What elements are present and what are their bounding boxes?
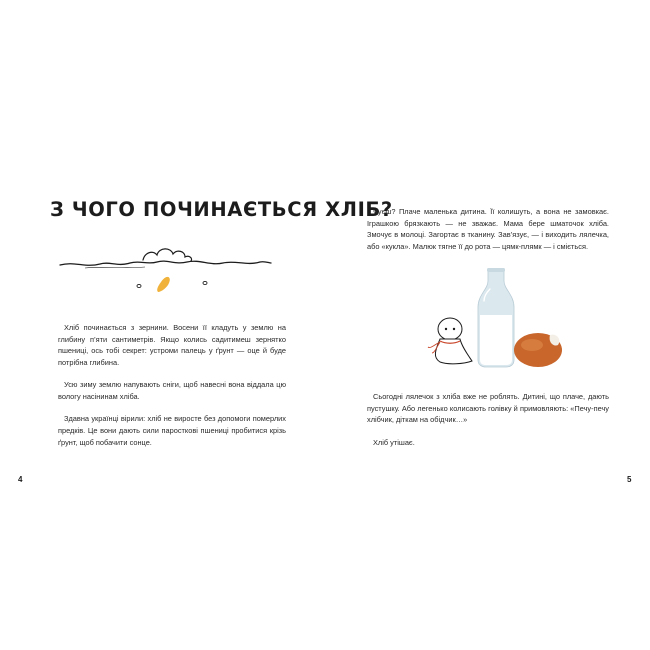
page-number-left: 4	[18, 475, 23, 484]
soil-sprout-illustration	[55, 238, 275, 308]
bread-bun-illustration	[514, 333, 562, 367]
right-page-text-top	[367, 206, 609, 263]
book-spread	[0, 153, 650, 497]
paragraph: Сьогодні лялечок з хліба вже не роблять. Дитині, що плаче, дають пустушку. Або легенько колисають голівку й примовляють: «Печу-печу хлібчик, діткам на обідчик…»	[367, 392, 609, 425]
bread-doll-illustration	[428, 318, 472, 364]
right-page	[325, 153, 650, 497]
page-number-right: 5	[627, 475, 632, 484]
paragraph: Здавна українці вірили: хліб не виросте без допомоги померлих предків. Це вони дають сили паросткові пшениці пробитися крізь ґрунт, щоб побачити сонце.	[58, 414, 286, 447]
paragraph: Чуєш? Плаче маленька дитина. Її колишуть, а вона не замовкає. Іграшкою брязкають — не зважає. Мама бере шматочок хліба. Змочує в молоці. Загортає в тканину. Зав’язує, — і виходить лялечка, або «кукла». Малюк тягне її до рота — цямк-плямк — і сміється.	[367, 207, 609, 252]
milk-bottle-illustration	[478, 268, 514, 367]
page-title: З ЧОГО ПОЧИНАЄТЬСЯ ХЛІБ?	[50, 198, 393, 221]
left-page	[0, 153, 393, 497]
paragraph: Хліб починається з зернини. Восени її кладуть у землю на глибину п’яти сантиметрів. Якщо колись садитимеш зернятко пшениці, ось тобі секрет: устроми палець у ґрунт — оце й буде потрібна глибина.	[58, 323, 286, 368]
paragraph: Усю зиму землю напувають сніги, щоб навесні вона віддала цю вологу насінинам хліба.	[58, 380, 286, 402]
left-page-text	[58, 322, 286, 459]
right-page-text-bottom	[367, 391, 609, 459]
paragraph: Хліб утішає.	[373, 437, 415, 447]
milk-and-bread-illustration	[418, 265, 568, 370]
